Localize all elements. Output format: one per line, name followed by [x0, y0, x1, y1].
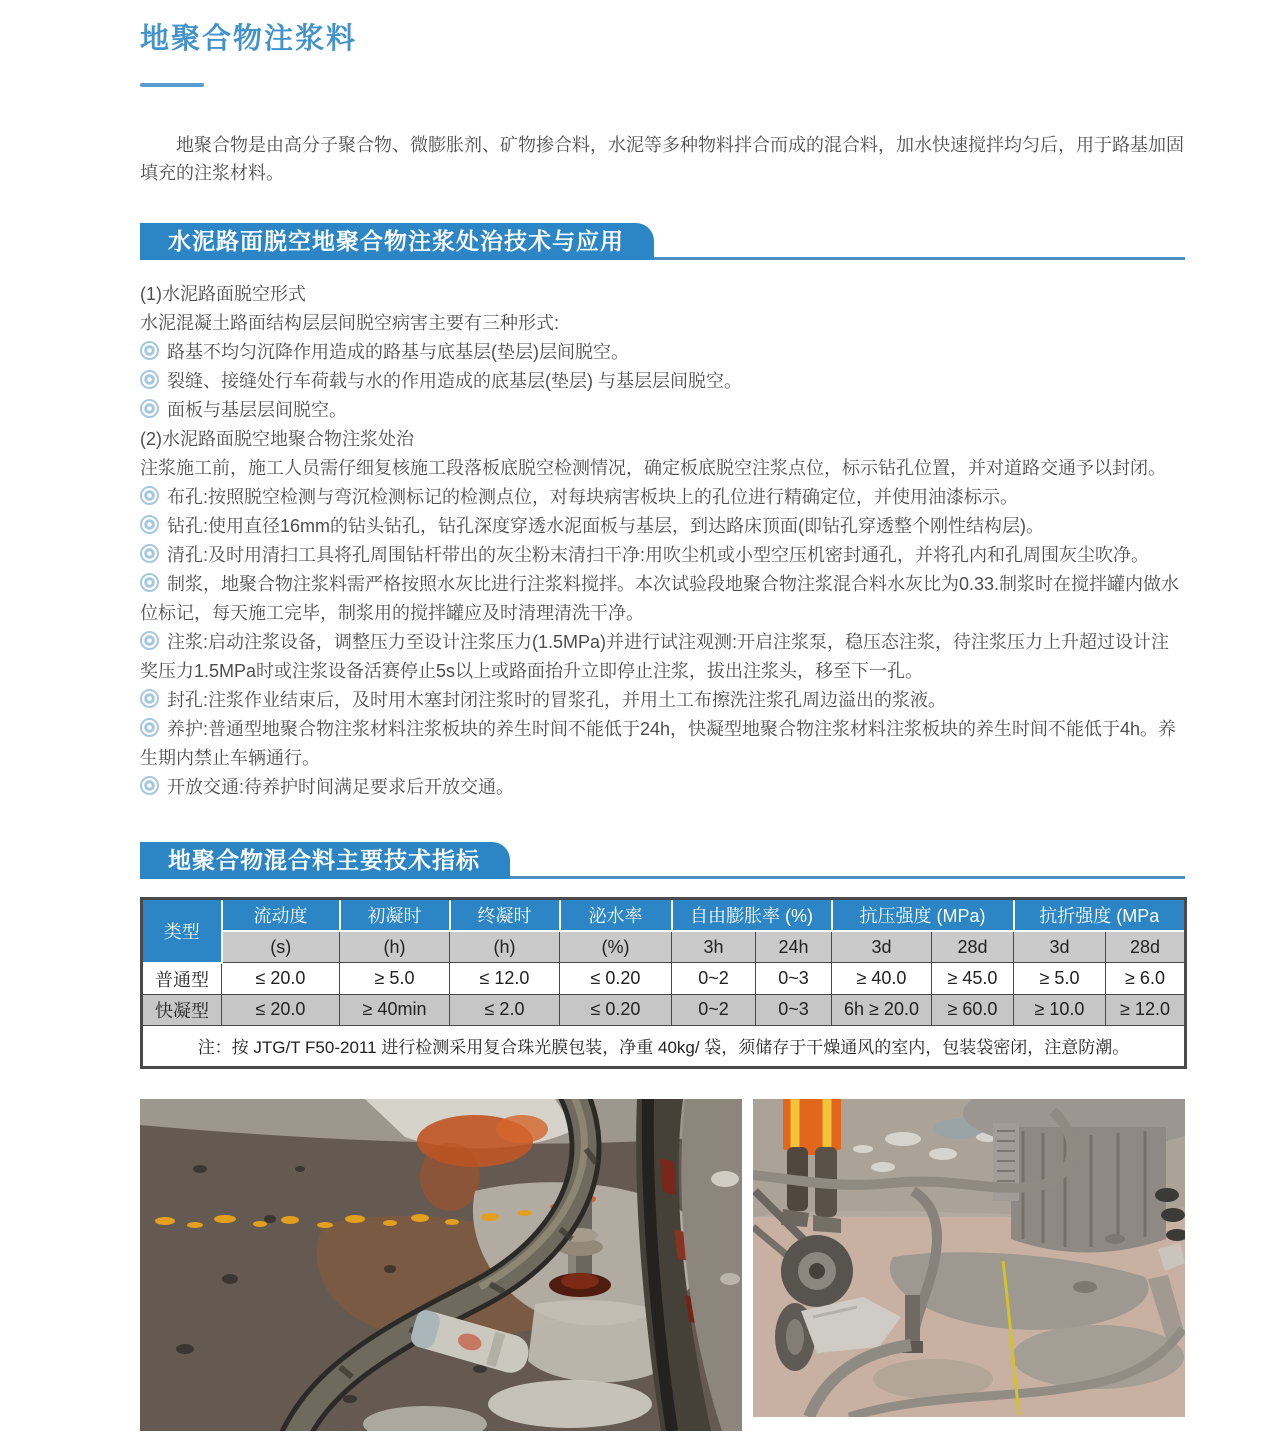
table-cell: 0~3 — [756, 994, 832, 1025]
bullet-item — [140, 773, 1185, 802]
table-cell: ≥ 5.0 — [340, 963, 450, 995]
table-header-cell: 抗压强度 (MPa) — [832, 899, 1014, 932]
table-unit-cell: (s) — [222, 931, 340, 963]
bullet-item — [140, 570, 1185, 628]
table-cell: ≥ 40.0 — [832, 963, 932, 995]
table-cell: ≤ 20.0 — [222, 963, 340, 995]
bullet-text: 封孔:注浆作业结束后，及时用木塞封闭注浆时的冒浆孔，并用土工布擦洗注浆孔周边溢出的浆液。 — [167, 690, 946, 710]
bullet-icon — [140, 486, 159, 505]
heading-rule — [510, 876, 1185, 879]
bullet-item — [140, 686, 1185, 715]
table-header-cell: 初凝时 — [340, 899, 450, 932]
bullet-item — [140, 541, 1185, 570]
bullet-text: 注浆:启动注浆设备，调整压力至设计注浆压力(1.5MPa)并进行试注观测:开启注浆泵，稳压态注浆，待注浆压力上升超过设计注奖压力1.5MPa时或注浆设备活赛停止5s以上或路面抬升立即停止注浆，拔出注浆头，移至下一孔。 — [140, 632, 1170, 681]
bullet-icon — [140, 718, 159, 737]
table-unit-cell: 24h — [756, 931, 832, 963]
subsection-lead: 水泥混凝土路面结构层层间脱空病害主要有三种形式: — [140, 313, 559, 333]
table-unit-cell: 3d — [832, 931, 932, 963]
table-cell: ≤ 2.0 — [450, 994, 560, 1025]
subsection-lead: 注浆施工前，施工人员需仔细复核施工段落板底脱空检测情况，确定板底脱空注浆点位，标示钻孔位置，并对道路交通予以封闭。 — [140, 458, 1166, 478]
table-cell: ≥ 40min — [340, 994, 450, 1025]
table-cell: ≤ 0.20 — [560, 994, 672, 1025]
table-header-cell: 类型 — [142, 899, 222, 963]
table-cell: 0~2 — [672, 994, 756, 1025]
bullet-icon — [140, 370, 159, 389]
table-unit-cell: (%) — [560, 931, 672, 963]
table-cell: 6h ≥ 20.0 — [832, 994, 932, 1025]
table-header-cell: 自由膨胀率 (%) — [672, 899, 832, 932]
bullet-text: 清孔:及时用清扫工具将孔周围钻杆带出的灰尘粉末清扫干净:用吹尘机或小型空压机密封通孔，并将孔内和孔周围灰尘吹净。 — [167, 545, 1149, 565]
table-cell: ≤ 20.0 — [222, 994, 340, 1025]
table-row — [142, 994, 1186, 1025]
section-process-body — [140, 280, 1185, 802]
bullet-text: 钻孔:使用直径16mm的钻头钻孔，钻孔深度穿透水泥面板与基层，到达路床顶面(即钻孔穿透整个刚性结构层)。 — [167, 516, 1044, 536]
bullet-icon — [140, 515, 159, 534]
bullet-item — [140, 715, 1185, 773]
table-note-cell: 注：按 JTG/T F50-2011 进行检测采用复合珠光膜包装，净重 40kg/ 袋，须储存于干燥通风的室内，包装袋密闭，注意防潮。 — [142, 1025, 1186, 1067]
section-heading: 地聚合物混合料主要技术指标 — [140, 842, 510, 879]
bullet-text: 布孔:按照脱空检测与弯沉检测标记的检测点位，对每块病害板块上的孔位进行精确定位，并使用油漆标示。 — [167, 487, 1018, 507]
table-header-cell: 终凝时 — [450, 899, 560, 932]
table-header-row — [142, 899, 1186, 932]
bullet-icon — [140, 544, 159, 563]
table-cell: ≥ 5.0 — [1014, 963, 1106, 995]
table-cell: ≤ 12.0 — [450, 963, 560, 995]
spec-table — [140, 897, 1187, 1069]
table-unit-cell: (h) — [450, 931, 560, 963]
title-underline — [140, 83, 204, 87]
table-header-cell: 泌水率 — [560, 899, 672, 932]
table-unit-cell: 3h — [672, 931, 756, 963]
table-cell: 快凝型 — [142, 994, 222, 1025]
bullet-icon — [140, 689, 159, 708]
table-unit-cell: 3d — [1014, 931, 1106, 963]
bullet-item — [140, 338, 1185, 367]
table-cell: ≤ 0.20 — [560, 963, 672, 995]
table-cell: ≥ 10.0 — [1014, 994, 1106, 1025]
table-row — [142, 963, 1186, 995]
section-heading: 水泥路面脱空地聚合物注浆处治技术与应用 — [140, 223, 654, 260]
bullet-text: 路基不均匀沉降作用造成的路基与底基层(垫层)层间脱空。 — [167, 342, 629, 362]
table-cell: 普通型 — [142, 963, 222, 995]
table-note-row — [142, 1025, 1186, 1067]
table-cell: 0~3 — [756, 963, 832, 995]
bullet-item — [140, 367, 1185, 396]
bullet-text: 养护:普通型地聚合物注浆材料注浆板块的养生时间不能低于24h，快凝型地聚合物注浆材料注浆板块的养生时间不能低于4h。养生期内禁止车辆通行。 — [140, 719, 1177, 768]
bullet-icon — [140, 573, 159, 592]
bullet-text: 开放交通:待养护时间满足要求后开放交通。 — [167, 777, 514, 797]
bullet-icon — [140, 341, 159, 360]
table-header-cell: 抗折强度 (MPa — [1014, 899, 1186, 932]
bullet-item — [140, 396, 1185, 425]
bullet-item — [140, 512, 1185, 541]
bullet-item — [140, 483, 1185, 512]
table-units-row — [142, 931, 1186, 963]
section-process-header — [140, 223, 1185, 260]
table-cell: 0~2 — [672, 963, 756, 995]
bullet-icon — [140, 399, 159, 418]
bullet-item — [140, 628, 1185, 686]
subsection-title: (1)水泥路面脱空形式 — [140, 284, 306, 304]
table-cell: ≥ 45.0 — [932, 963, 1014, 995]
bullet-icon — [140, 776, 159, 795]
bullet-text: 面板与基层层间脱空。 — [167, 400, 347, 420]
bullet-text: 制浆，地聚合物注浆料需严格按照水灰比进行注浆料搅拌。本次试验段地聚合物注浆混合料水灰比为0.33.制浆时在搅拌罐内做水位标记，每天施工完毕，制浆用的搅拌罐应及时清理清洗干净。 — [140, 574, 1180, 623]
bullet-text: 裂缝、接缝处行车荷载与水的作用造成的底基层(垫层) 与基层层间脱空。 — [167, 371, 742, 391]
table-header-cell: 流动度 — [222, 899, 340, 932]
table-unit-cell: (h) — [340, 931, 450, 963]
pavement-grouting-hose-photo — [140, 1099, 742, 1431]
bullet-icon — [140, 631, 159, 650]
table-cell: ≥ 6.0 — [1106, 963, 1186, 995]
section-specs-header — [140, 842, 1185, 879]
photo-strip — [140, 1099, 1185, 1431]
intro-paragraph: 地聚合物是由高分子聚合物、微膨胀剂、矿物掺合料，水泥等多种物料拌合而成的混合料，加水快速搅拌均匀后，用于路基加固填充的注浆材料。 — [140, 135, 1184, 183]
table-unit-cell: 28d — [932, 931, 1014, 963]
heading-rule — [654, 257, 1185, 260]
subsection-title: (2)水泥路面脱空地聚合物注浆处治 — [140, 429, 414, 449]
grouting-construction-site-photo — [753, 1099, 1185, 1417]
table-cell: ≥ 12.0 — [1106, 994, 1186, 1025]
table-unit-cell: 28d — [1106, 931, 1186, 963]
page-title: 地聚合物注浆料 — [140, 23, 358, 55]
table-cell: ≥ 60.0 — [932, 994, 1014, 1025]
